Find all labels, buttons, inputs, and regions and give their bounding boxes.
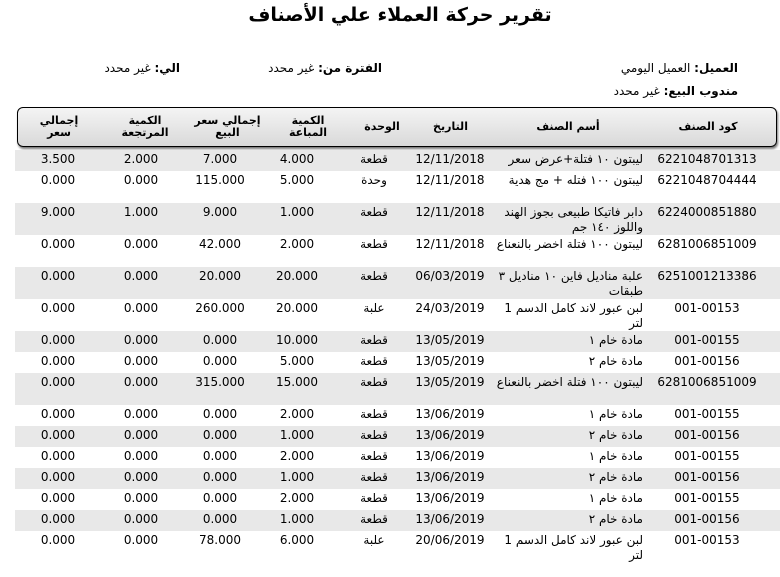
cell-qty-returned: 0.000 [123,428,159,442]
cell-item-code: 001-00155 [674,449,740,463]
table-row [15,426,780,447]
cell-total-sale: 0.000 [202,354,238,368]
cell-unit: قطعة [360,205,388,219]
table-row [15,510,780,531]
cell-item-code: 001-00156 [674,470,740,484]
cell-item-name: مادة خام ١ [588,407,643,421]
cell-unit: وحدة [361,173,387,187]
header-unit: الوحدة [364,120,400,133]
cell-total-sale: 0.000 [202,512,238,526]
customer-value: العميل اليومي [620,61,691,75]
cell-item-code: 001-00153 [674,533,740,547]
cell-qty-returned: 0.000 [123,333,159,347]
table-row [15,447,780,468]
cell-date: 20/06/2019 [415,533,485,547]
cell-item-name: ليبتون ١٠ فتلة+عرض سعر [508,152,643,166]
cell-qty-sold: 5.000 [279,354,315,368]
cell-qty-returned: 0.000 [123,407,159,421]
table-row [15,489,780,510]
cell-date: 13/06/2019 [415,512,485,526]
cell-unit: قطعة [360,333,388,347]
cell-item-code: 6281006851009 [657,375,757,389]
sales-rep-info [614,84,738,98]
cell-total-price: 0.000 [40,407,76,421]
cell-total-price: 0.000 [40,173,76,187]
cell-date: 13/06/2019 [415,449,485,463]
cell-item-code: 001-00155 [674,333,740,347]
cell-unit: قطعة [360,407,388,421]
cell-qty-sold: 2.000 [279,237,315,251]
cell-unit: قطعة [360,428,388,442]
cell-unit: قطعة [360,269,388,283]
cell-item-code: 6221048704444 [657,173,757,187]
table-row [15,150,780,171]
cell-qty-returned: 0.000 [123,470,159,484]
cell-total-price: 0.000 [40,237,76,251]
cell-qty-returned: 0.000 [123,269,159,283]
cell-date: 12/11/2018 [415,173,485,187]
cell-item-code: 001-00156 [674,354,740,368]
cell-total-sale: 115.000 [195,173,245,187]
table-header [17,107,777,147]
cell-qty-sold: 4.000 [279,152,315,166]
cell-unit: قطعة [360,512,388,526]
cell-date: 13/06/2019 [415,407,485,421]
cell-total-price: 0.000 [40,375,76,389]
cell-total-sale: 9.000 [202,205,238,219]
cell-qty-returned: 0.000 [123,533,159,547]
table-row [15,299,780,331]
cell-unit: قطعة [360,449,388,463]
cell-qty-sold: 1.000 [279,205,315,219]
cell-item-code: 001-00153 [674,301,740,315]
cell-item-name: مادة خام ٢ [588,512,643,526]
table-row [15,235,780,267]
cell-item-name: مادة خام ٢ [588,428,643,442]
cell-date: 13/06/2019 [415,428,485,442]
cell-item-code: 6251001213386 [657,269,757,283]
cell-item-name: مادة خام ١ [588,449,643,463]
cell-item-name: لبن عبور لاند كامل الدسم 1 لتر [504,301,643,330]
to-value: غير محدد [104,61,151,75]
cell-unit: علبة [363,301,385,315]
cell-date: 06/03/2019 [415,269,485,283]
cell-total-price: 0.000 [40,354,76,368]
cell-qty-sold: 20.000 [276,269,318,283]
report-title: تقرير حركة العملاء علي الأصناف [248,4,552,26]
cell-total-sale: 0.000 [202,491,238,505]
cell-qty-returned: 1.000 [123,205,159,219]
cell-qty-sold: 2.000 [279,491,315,505]
cell-unit: علبة [363,533,385,547]
cell-total-sale: 0.000 [202,428,238,442]
cell-date: 13/06/2019 [415,491,485,505]
cell-total-sale: 78.000 [199,533,241,547]
cell-qty-returned: 0.000 [123,491,159,505]
cell-total-price: 0.000 [40,301,76,315]
cell-total-sale: 0.000 [202,449,238,463]
cell-qty-sold: 2.000 [279,407,315,421]
cell-total-price: 0.000 [40,470,76,484]
to-label: الي: [154,61,180,75]
table-row [15,468,780,489]
cell-qty-sold: 1.000 [279,470,315,484]
cell-qty-returned: 2.000 [123,152,159,166]
header-item-name: أسم الصنف [536,120,600,133]
header-total-price: إجمالي سعر [39,114,79,139]
header-qty-returned: الكمية المرتجعة [121,114,169,139]
cell-total-price: 0.000 [40,428,76,442]
cell-item-name: مادة خام ٢ [588,470,643,484]
cell-item-name: ليبتون ١٠٠ فتلة اخضر بالنعناع [496,375,643,389]
cell-date: 13/05/2019 [415,333,485,347]
cell-date: 24/03/2019 [415,301,485,315]
cell-date: 12/11/2018 [415,237,485,251]
cell-total-price: 0.000 [40,269,76,283]
customer-info [621,61,738,75]
cell-qty-returned: 0.000 [123,449,159,463]
table-row [15,352,780,373]
cell-qty-returned: 0.000 [123,237,159,251]
cell-item-code: 6224000851880 [657,205,757,219]
cell-total-price: 0.000 [40,333,76,347]
cell-item-name: ليبتون ١٠٠ فتله + مج هدية [508,173,643,187]
cell-qty-returned: 0.000 [123,512,159,526]
cell-unit: قطعة [360,152,388,166]
cell-total-sale: 0.000 [202,407,238,421]
cell-qty-returned: 0.000 [123,173,159,187]
table-row [15,405,780,426]
cell-total-price: 0.000 [40,449,76,463]
period-from-info [268,61,382,75]
period-from-label: الفترة من: [318,61,382,75]
cell-qty-returned: 0.000 [123,354,159,368]
cell-date: 12/11/2018 [415,205,485,219]
cell-unit: قطعة [360,237,388,251]
cell-date: 13/05/2019 [415,375,485,389]
cell-total-sale: 260.000 [195,301,245,315]
cell-item-code: 001-00155 [674,407,740,421]
cell-qty-returned: 0.000 [123,375,159,389]
cell-total-price: 0.000 [40,512,76,526]
cell-qty-sold: 5.000 [279,173,315,187]
cell-item-name: علبة مناديل فاين ١٠ مناديل ٣ طبقات [498,269,643,298]
sales-rep-label: مندوب البيع: [663,84,738,98]
cell-item-code: 6281006851009 [657,237,757,251]
table-row [15,531,780,563]
cell-qty-sold: 1.000 [279,428,315,442]
table-row [15,267,780,299]
cell-unit: قطعة [360,354,388,368]
customer-label: العميل: [694,61,738,75]
cell-qty-sold: 10.000 [276,333,318,347]
table-row [15,203,780,235]
cell-date: 12/11/2018 [415,152,485,166]
cell-qty-sold: 6.000 [279,533,315,547]
cell-item-code: 001-00155 [674,491,740,505]
header-qty-sold: الكمية المباعة [288,114,328,139]
cell-qty-sold: 2.000 [279,449,315,463]
cell-date: 13/06/2019 [415,470,485,484]
cell-total-sale: 20.000 [199,269,241,283]
cell-total-sale: 315.000 [195,375,245,389]
cell-total-price: 0.000 [40,491,76,505]
cell-total-sale: 42.000 [199,237,241,251]
cell-item-name: لبن عبور لاند كامل الدسم 1 لتر [504,533,643,562]
cell-item-code: 001-00156 [674,512,740,526]
cell-date: 13/05/2019 [415,354,485,368]
cell-total-price: 0.000 [40,533,76,547]
cell-item-code: 001-00156 [674,428,740,442]
cell-item-name: مادة خام ١ [588,491,643,505]
sales-rep-value: غير محدد [613,84,660,98]
header-date: التاريخ [433,120,468,133]
cell-total-price: 3.500 [40,152,76,166]
cell-item-code: 6221048701313 [657,152,757,166]
cell-total-price: 9.000 [40,205,76,219]
cell-item-name: دابر فاتيكا طبيعى بجوز الهند واللوز ١٤٠ جم [504,205,643,234]
cell-qty-sold: 20.000 [276,301,318,315]
cell-unit: قطعة [360,375,388,389]
table-row [15,331,780,352]
cell-item-name: مادة خام ٢ [588,354,643,368]
cell-total-sale: 7.000 [202,152,238,166]
cell-unit: قطعة [360,470,388,484]
cell-qty-sold: 15.000 [276,375,318,389]
header-total-sale: إجمالي سعر البيع [194,114,261,139]
cell-total-sale: 0.000 [202,470,238,484]
cell-qty-sold: 1.000 [279,512,315,526]
to-info [104,61,180,75]
table-row [15,373,780,405]
data-table [15,150,780,563]
cell-item-name: ليبتون ١٠٠ فتلة اخضر بالنعناع [496,237,643,251]
header-item-code: كود الصنف [678,120,738,133]
period-from-value: غير محدد [268,61,315,75]
cell-total-sale: 0.000 [202,333,238,347]
cell-unit: قطعة [360,491,388,505]
table-row [15,171,780,203]
cell-item-name: مادة خام ١ [588,333,643,347]
cell-qty-returned: 0.000 [123,301,159,315]
